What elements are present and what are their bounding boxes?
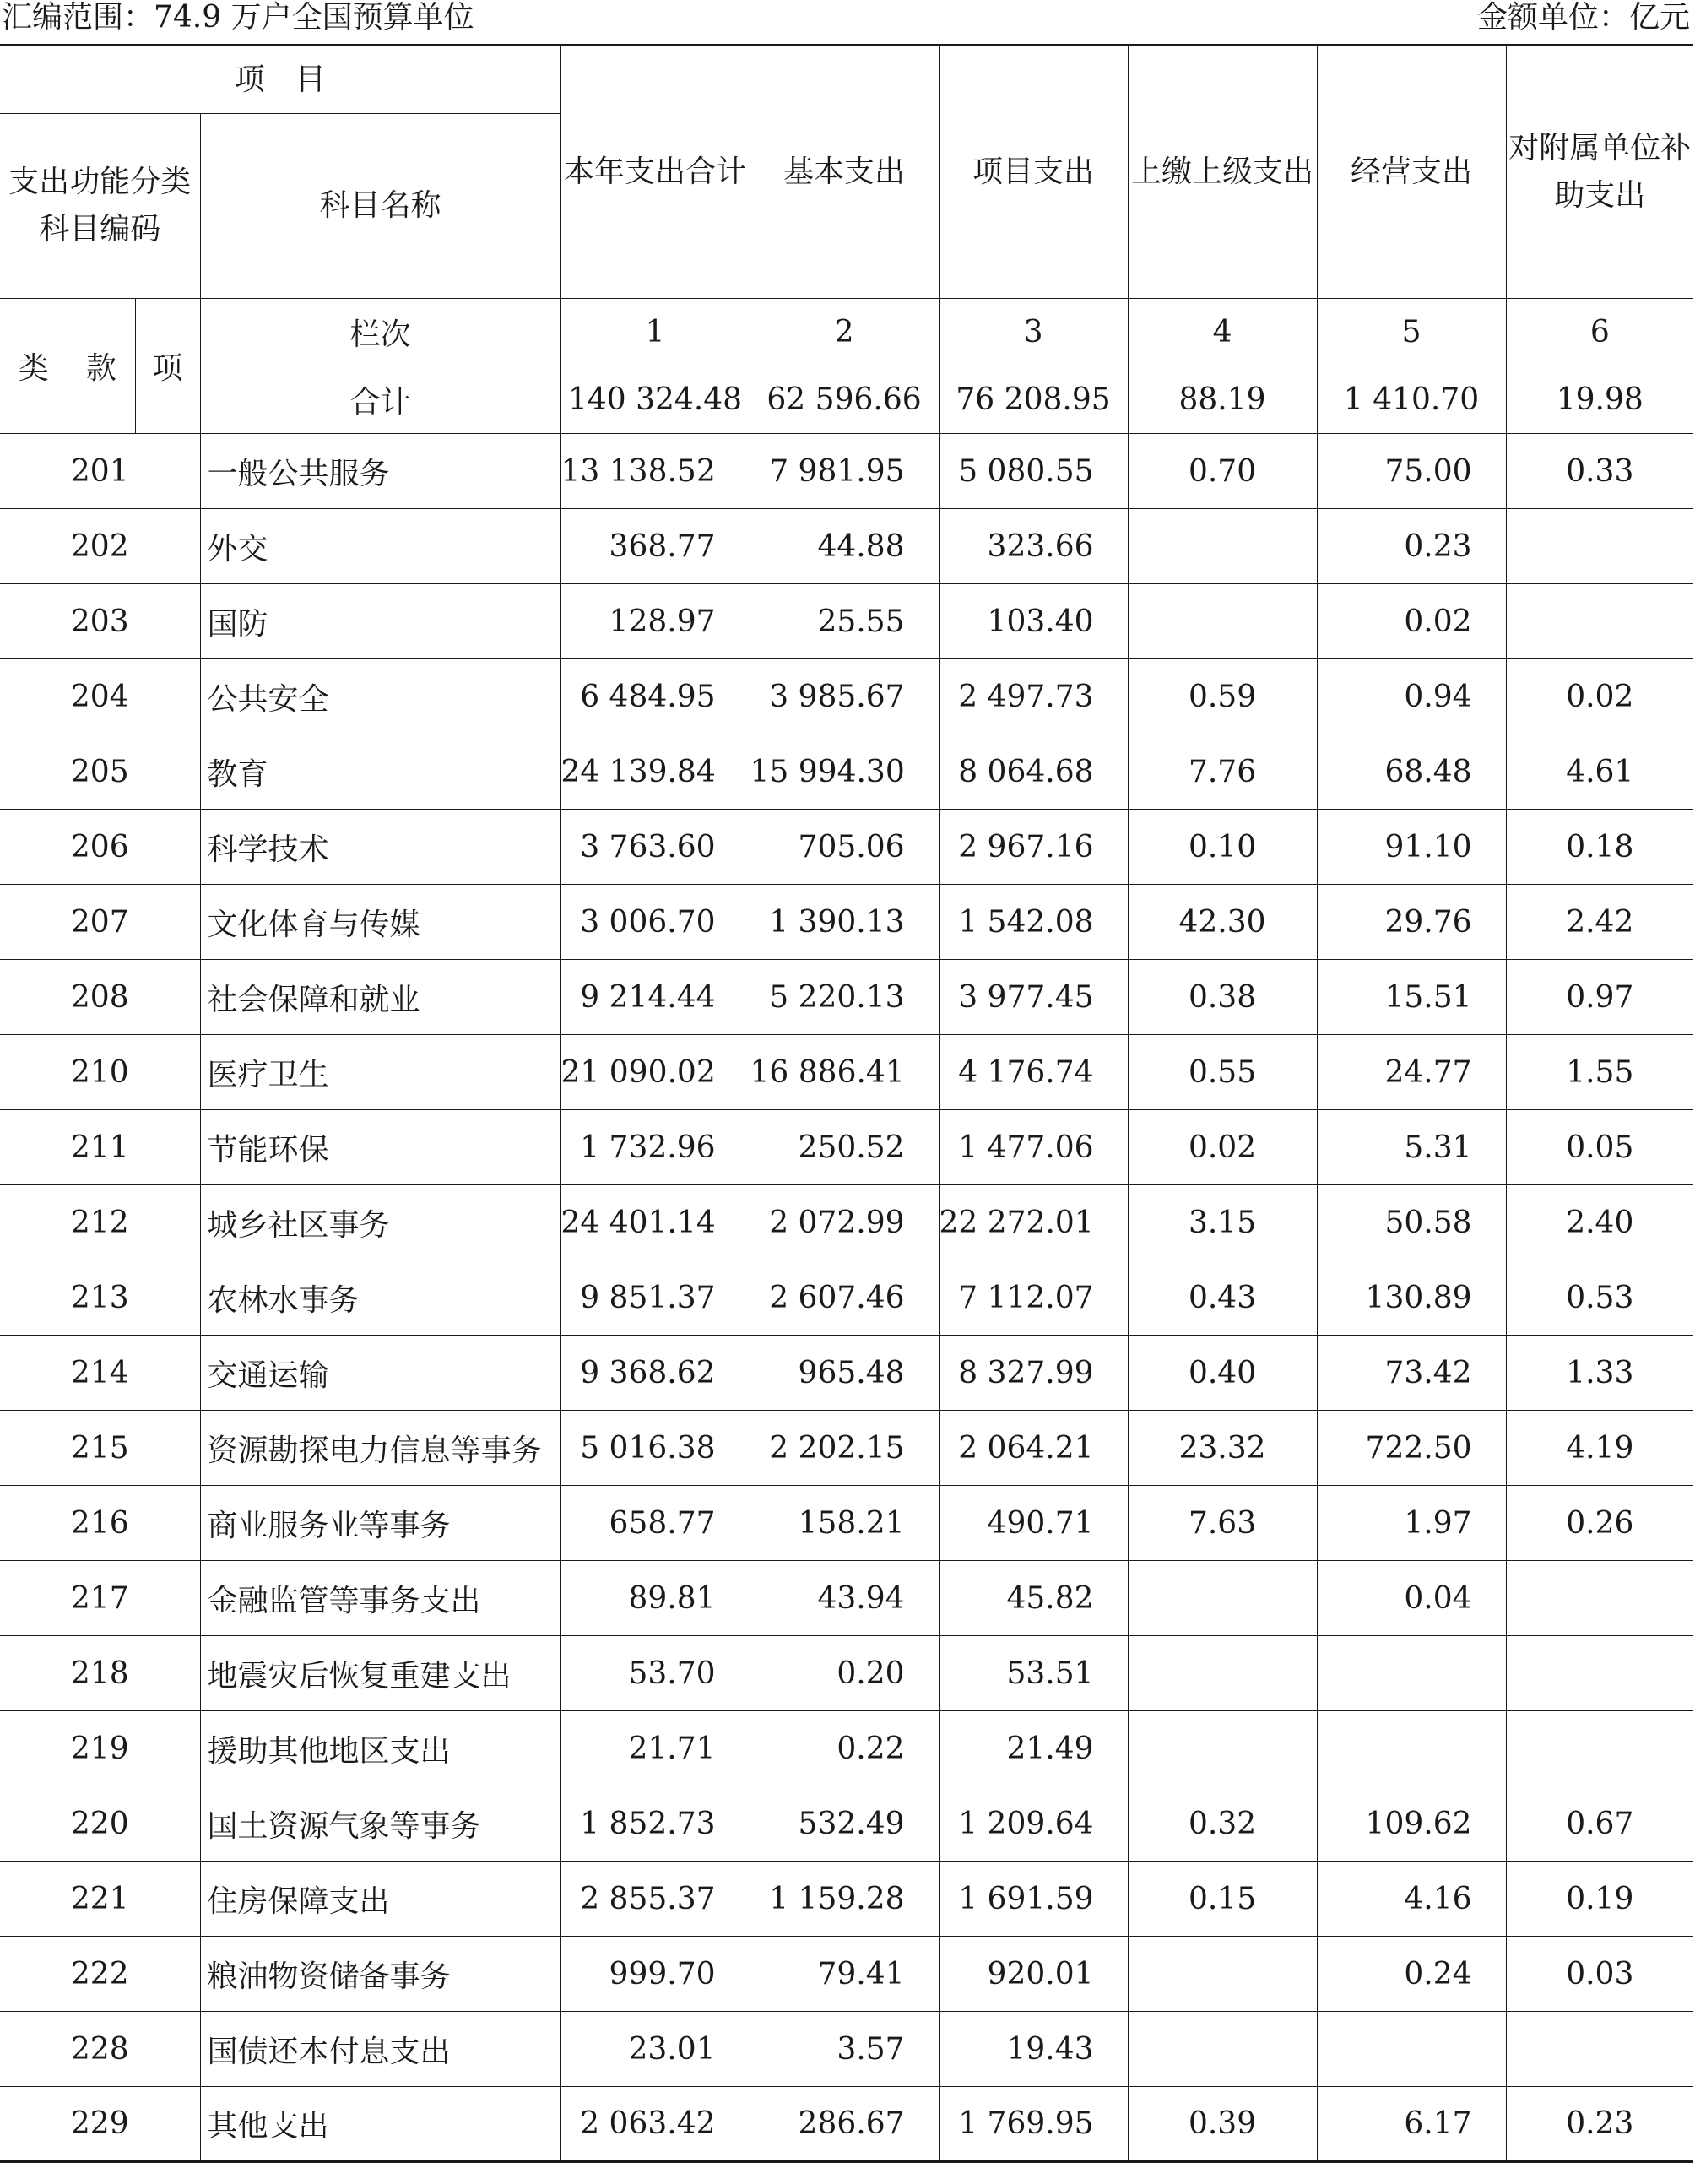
row-value: 4 176.74 bbox=[939, 1035, 1128, 1110]
row-value: 1 542.08 bbox=[939, 885, 1128, 960]
row-value: 45.82 bbox=[939, 1561, 1128, 1636]
table-row bbox=[0, 1862, 1693, 1937]
row-subject-name: 科学技术 bbox=[200, 810, 560, 885]
row-code: 216 bbox=[0, 1486, 200, 1561]
row-code: 204 bbox=[0, 659, 200, 734]
row-value: 0.39 bbox=[1128, 2087, 1317, 2162]
row-subject-name: 城乡社区事务 bbox=[200, 1185, 560, 1260]
row-value: 75.00 bbox=[1317, 434, 1506, 509]
row-value: 0.59 bbox=[1128, 659, 1317, 734]
row-code: 228 bbox=[0, 2012, 200, 2087]
table-row bbox=[0, 810, 1693, 885]
row-value: 0.10 bbox=[1128, 810, 1317, 885]
row-value: 722.50 bbox=[1317, 1411, 1506, 1486]
header-subsidiary-subsidy: 对附属单位补助支出 bbox=[1506, 46, 1693, 299]
row-subject-name: 住房保障支出 bbox=[200, 1862, 560, 1937]
header-item: 项 目 bbox=[0, 46, 560, 114]
row-value: 2 202.15 bbox=[750, 1411, 939, 1486]
row-code: 219 bbox=[0, 1711, 200, 1786]
table-row bbox=[0, 509, 1693, 584]
header-kuan: 款 bbox=[68, 299, 135, 434]
row-value: 1 390.13 bbox=[750, 885, 939, 960]
row-subject-name: 国土资源气象等事务 bbox=[200, 1786, 560, 1862]
row-value: 999.70 bbox=[560, 1937, 750, 2012]
row-code: 205 bbox=[0, 734, 200, 810]
row-code: 206 bbox=[0, 810, 200, 885]
row-value: 7.63 bbox=[1128, 1486, 1317, 1561]
row-value: 286.67 bbox=[750, 2087, 939, 2162]
row-subject-name: 医疗卫生 bbox=[200, 1035, 560, 1110]
row-value: 5.31 bbox=[1317, 1110, 1506, 1185]
row-value: 3.57 bbox=[750, 2012, 939, 2087]
header-business-expenditure: 经营支出 bbox=[1317, 46, 1506, 299]
row-value: 24 139.84 bbox=[560, 734, 750, 810]
lanci-num: 5 bbox=[1317, 299, 1506, 366]
budget-expenditure-table bbox=[0, 44, 1693, 2163]
row-subject-name: 援助其他地区支出 bbox=[200, 1711, 560, 1786]
row-value: 368.77 bbox=[560, 509, 750, 584]
row-value: 2 072.99 bbox=[750, 1185, 939, 1260]
row-value bbox=[1506, 509, 1693, 584]
row-value: 0.24 bbox=[1317, 1937, 1506, 2012]
row-value: 0.33 bbox=[1506, 434, 1693, 509]
row-value: 490.71 bbox=[939, 1486, 1128, 1561]
row-value: 658.77 bbox=[560, 1486, 750, 1561]
row-value: 25.55 bbox=[750, 584, 939, 659]
row-value bbox=[1506, 1636, 1693, 1711]
row-value: 5 220.13 bbox=[750, 960, 939, 1035]
row-value: 158.21 bbox=[750, 1486, 939, 1561]
row-subject-name: 教育 bbox=[200, 734, 560, 810]
row-value bbox=[1506, 584, 1693, 659]
row-subject-name: 粮油物资储备事务 bbox=[200, 1937, 560, 2012]
table-row bbox=[0, 960, 1693, 1035]
row-code: 222 bbox=[0, 1937, 200, 2012]
row-value: 0.97 bbox=[1506, 960, 1693, 1035]
row-subject-name: 交通运输 bbox=[200, 1336, 560, 1411]
total-label: 合计 bbox=[200, 366, 560, 434]
table-row bbox=[0, 434, 1693, 509]
row-value: 89.81 bbox=[560, 1561, 750, 1636]
row-value: 0.94 bbox=[1317, 659, 1506, 734]
row-value: 6 484.95 bbox=[560, 659, 750, 734]
row-subject-name: 金融监管等事务支出 bbox=[200, 1561, 560, 1636]
row-value: 23.01 bbox=[560, 2012, 750, 2087]
row-value: 79.41 bbox=[750, 1937, 939, 2012]
row-code: 202 bbox=[0, 509, 200, 584]
row-value: 2 497.73 bbox=[939, 659, 1128, 734]
table-row bbox=[0, 1636, 1693, 1711]
row-value: 1 477.06 bbox=[939, 1110, 1128, 1185]
row-value: 250.52 bbox=[750, 1110, 939, 1185]
header-lei: 类 bbox=[0, 299, 68, 434]
row-value: 5 080.55 bbox=[939, 434, 1128, 509]
total-value: 19.98 bbox=[1506, 366, 1693, 434]
row-value: 532.49 bbox=[750, 1786, 939, 1862]
table-row bbox=[0, 1786, 1693, 1862]
row-value: 3 006.70 bbox=[560, 885, 750, 960]
table-row bbox=[0, 1937, 1693, 2012]
total-value: 62 596.66 bbox=[750, 366, 939, 434]
row-subject-name: 其他支出 bbox=[200, 2087, 560, 2162]
row-value bbox=[1128, 509, 1317, 584]
row-value: 9 851.37 bbox=[560, 1260, 750, 1336]
row-value: 0.43 bbox=[1128, 1260, 1317, 1336]
table-row bbox=[0, 1035, 1693, 1110]
row-value: 0.02 bbox=[1506, 659, 1693, 734]
row-value: 0.22 bbox=[750, 1711, 939, 1786]
row-value: 53.70 bbox=[560, 1636, 750, 1711]
row-code: 208 bbox=[0, 960, 200, 1035]
row-value bbox=[1128, 1937, 1317, 2012]
row-value: 965.48 bbox=[750, 1336, 939, 1411]
row-value: 1 209.64 bbox=[939, 1786, 1128, 1862]
row-value: 5 016.38 bbox=[560, 1411, 750, 1486]
row-value: 323.66 bbox=[939, 509, 1128, 584]
total-value: 140 324.48 bbox=[560, 366, 750, 434]
row-value: 3 763.60 bbox=[560, 810, 750, 885]
header-lanci: 栏次 bbox=[200, 299, 560, 366]
row-subject-name: 国防 bbox=[200, 584, 560, 659]
table-row bbox=[0, 584, 1693, 659]
table-row bbox=[0, 1110, 1693, 1185]
row-subject-name: 国债还本付息支出 bbox=[200, 2012, 560, 2087]
row-value: 43.94 bbox=[750, 1561, 939, 1636]
row-value: 8 064.68 bbox=[939, 734, 1128, 810]
row-value bbox=[1317, 2012, 1506, 2087]
header-subject-name: 科目名称 bbox=[200, 114, 560, 299]
table-row bbox=[0, 2012, 1693, 2087]
row-code: 203 bbox=[0, 584, 200, 659]
row-value: 8 327.99 bbox=[939, 1336, 1128, 1411]
row-value: 0.18 bbox=[1506, 810, 1693, 885]
row-value bbox=[1128, 1711, 1317, 1786]
lanci-num: 4 bbox=[1128, 299, 1317, 366]
row-value: 128.97 bbox=[560, 584, 750, 659]
table-row bbox=[0, 1486, 1693, 1561]
row-value: 1 852.73 bbox=[560, 1786, 750, 1862]
row-value: 103.40 bbox=[939, 584, 1128, 659]
row-value: 4.19 bbox=[1506, 1411, 1693, 1486]
row-value: 2 064.21 bbox=[939, 1411, 1128, 1486]
row-value: 15.51 bbox=[1317, 960, 1506, 1035]
unit-caption: 金额单位：亿元 bbox=[1476, 0, 1690, 35]
row-code: 214 bbox=[0, 1336, 200, 1411]
row-code: 221 bbox=[0, 1862, 200, 1937]
row-value: 0.38 bbox=[1128, 960, 1317, 1035]
row-subject-name: 文化体育与传媒 bbox=[200, 885, 560, 960]
row-value: 0.02 bbox=[1317, 584, 1506, 659]
row-value: 15 994.30 bbox=[750, 734, 939, 810]
table-row bbox=[0, 1260, 1693, 1336]
row-subject-name: 社会保障和就业 bbox=[200, 960, 560, 1035]
row-value: 73.42 bbox=[1317, 1336, 1506, 1411]
row-value: 1.97 bbox=[1317, 1486, 1506, 1561]
row-value: 0.19 bbox=[1506, 1862, 1693, 1937]
row-value: 109.62 bbox=[1317, 1786, 1506, 1862]
row-code: 215 bbox=[0, 1411, 200, 1486]
row-value: 19.43 bbox=[939, 2012, 1128, 2087]
row-subject-name: 一般公共服务 bbox=[200, 434, 560, 509]
row-value: 0.20 bbox=[750, 1636, 939, 1711]
total-value: 76 208.95 bbox=[939, 366, 1128, 434]
table-row bbox=[0, 734, 1693, 810]
header-basic-expenditure: 基本支出 bbox=[750, 46, 939, 299]
row-value: 1 159.28 bbox=[750, 1862, 939, 1937]
row-value: 705.06 bbox=[750, 810, 939, 885]
row-code: 207 bbox=[0, 885, 200, 960]
table-row bbox=[0, 2087, 1693, 2162]
row-subject-name: 节能环保 bbox=[200, 1110, 560, 1185]
row-value: 16 886.41 bbox=[750, 1035, 939, 1110]
row-value: 920.01 bbox=[939, 1937, 1128, 2012]
total-value: 1 410.70 bbox=[1317, 366, 1506, 434]
table-row bbox=[0, 1411, 1693, 1486]
row-value: 9 368.62 bbox=[560, 1336, 750, 1411]
row-value: 21 090.02 bbox=[560, 1035, 750, 1110]
row-code: 210 bbox=[0, 1035, 200, 1110]
row-value: 1 732.96 bbox=[560, 1110, 750, 1185]
row-value: 7 981.95 bbox=[750, 434, 939, 509]
row-value: 2 967.16 bbox=[939, 810, 1128, 885]
row-subject-name: 农林水事务 bbox=[200, 1260, 560, 1336]
row-subject-name: 资源勘探电力信息等事务 bbox=[200, 1411, 560, 1486]
row-value: 0.05 bbox=[1506, 1110, 1693, 1185]
table-row bbox=[0, 1336, 1693, 1411]
table-row bbox=[0, 1711, 1693, 1786]
row-value: 7.76 bbox=[1128, 734, 1317, 810]
total-value: 88.19 bbox=[1128, 366, 1317, 434]
table-row bbox=[0, 1561, 1693, 1636]
row-value: 4.16 bbox=[1317, 1862, 1506, 1937]
row-value: 68.48 bbox=[1317, 734, 1506, 810]
row-code: 220 bbox=[0, 1786, 200, 1862]
row-value: 0.70 bbox=[1128, 434, 1317, 509]
row-value: 0.26 bbox=[1506, 1486, 1693, 1561]
row-subject-name: 公共安全 bbox=[200, 659, 560, 734]
row-value: 1 691.59 bbox=[939, 1862, 1128, 1937]
row-value bbox=[1128, 1561, 1317, 1636]
row-value: 0.04 bbox=[1317, 1561, 1506, 1636]
row-value: 1.33 bbox=[1506, 1336, 1693, 1411]
row-value: 13 138.52 bbox=[560, 434, 750, 509]
row-value bbox=[1317, 1711, 1506, 1786]
row-value: 2.42 bbox=[1506, 885, 1693, 960]
lanci-num: 3 bbox=[939, 299, 1128, 366]
row-value: 6.17 bbox=[1317, 2087, 1506, 2162]
lanci-num: 1 bbox=[560, 299, 750, 366]
row-value: 9 214.44 bbox=[560, 960, 750, 1035]
row-value: 0.03 bbox=[1506, 1937, 1693, 2012]
row-value: 23.32 bbox=[1128, 1411, 1317, 1486]
row-value: 0.23 bbox=[1506, 2087, 1693, 2162]
table-row bbox=[0, 1185, 1693, 1260]
row-value: 0.53 bbox=[1506, 1260, 1693, 1336]
row-value: 0.40 bbox=[1128, 1336, 1317, 1411]
row-value: 0.23 bbox=[1317, 509, 1506, 584]
row-subject-name: 地震灾后恢复重建支出 bbox=[200, 1636, 560, 1711]
header-function-code: 支出功能分类科目编码 bbox=[0, 114, 200, 299]
row-value: 1.55 bbox=[1506, 1035, 1693, 1110]
row-value: 91.10 bbox=[1317, 810, 1506, 885]
row-value bbox=[1128, 2012, 1317, 2087]
row-value: 0.67 bbox=[1506, 1786, 1693, 1862]
row-value: 3 985.67 bbox=[750, 659, 939, 734]
header-total-expenditure: 本年支出合计 bbox=[560, 46, 750, 299]
row-value: 22 272.01 bbox=[939, 1185, 1128, 1260]
row-subject-name: 外交 bbox=[200, 509, 560, 584]
row-code: 218 bbox=[0, 1636, 200, 1711]
row-value bbox=[1128, 1636, 1317, 1711]
row-code: 201 bbox=[0, 434, 200, 509]
row-value: 42.30 bbox=[1128, 885, 1317, 960]
row-value bbox=[1128, 584, 1317, 659]
row-value: 3.15 bbox=[1128, 1185, 1317, 1260]
row-value bbox=[1317, 1636, 1506, 1711]
row-value: 0.15 bbox=[1128, 1862, 1317, 1937]
row-value: 21.49 bbox=[939, 1711, 1128, 1786]
row-value: 53.51 bbox=[939, 1636, 1128, 1711]
row-value: 1 769.95 bbox=[939, 2087, 1128, 2162]
row-value: 0.55 bbox=[1128, 1035, 1317, 1110]
row-value: 21.71 bbox=[560, 1711, 750, 1786]
row-value: 4.61 bbox=[1506, 734, 1693, 810]
row-value: 44.88 bbox=[750, 509, 939, 584]
lanci-num: 2 bbox=[750, 299, 939, 366]
row-value bbox=[1506, 1561, 1693, 1636]
row-value bbox=[1506, 2012, 1693, 2087]
row-code: 217 bbox=[0, 1561, 200, 1636]
row-value bbox=[1506, 1711, 1693, 1786]
row-subject-name: 商业服务业等事务 bbox=[200, 1486, 560, 1561]
header-remit-upper-expenditure: 上缴上级支出 bbox=[1128, 46, 1317, 299]
row-value: 2 063.42 bbox=[560, 2087, 750, 2162]
row-value: 0.32 bbox=[1128, 1786, 1317, 1862]
row-value: 2.40 bbox=[1506, 1185, 1693, 1260]
row-value: 24 401.14 bbox=[560, 1185, 750, 1260]
row-value: 50.58 bbox=[1317, 1185, 1506, 1260]
row-value: 0.02 bbox=[1128, 1110, 1317, 1185]
row-value: 2 607.46 bbox=[750, 1260, 939, 1336]
row-code: 229 bbox=[0, 2087, 200, 2162]
table-row bbox=[0, 659, 1693, 734]
table-scope-caption: 汇编范围：74.9 万户全国预算单位 bbox=[2, 0, 474, 35]
table-row bbox=[0, 885, 1693, 960]
row-value: 130.89 bbox=[1317, 1260, 1506, 1336]
row-value: 24.77 bbox=[1317, 1035, 1506, 1110]
row-value: 7 112.07 bbox=[939, 1260, 1128, 1336]
row-value: 29.76 bbox=[1317, 885, 1506, 960]
row-value: 3 977.45 bbox=[939, 960, 1128, 1035]
row-code: 213 bbox=[0, 1260, 200, 1336]
header-project-expenditure: 项目支出 bbox=[939, 46, 1128, 299]
row-code: 211 bbox=[0, 1110, 200, 1185]
row-code: 212 bbox=[0, 1185, 200, 1260]
row-value: 2 855.37 bbox=[560, 1862, 750, 1937]
header-xiang: 项 bbox=[135, 299, 200, 434]
lanci-num: 6 bbox=[1506, 299, 1693, 366]
